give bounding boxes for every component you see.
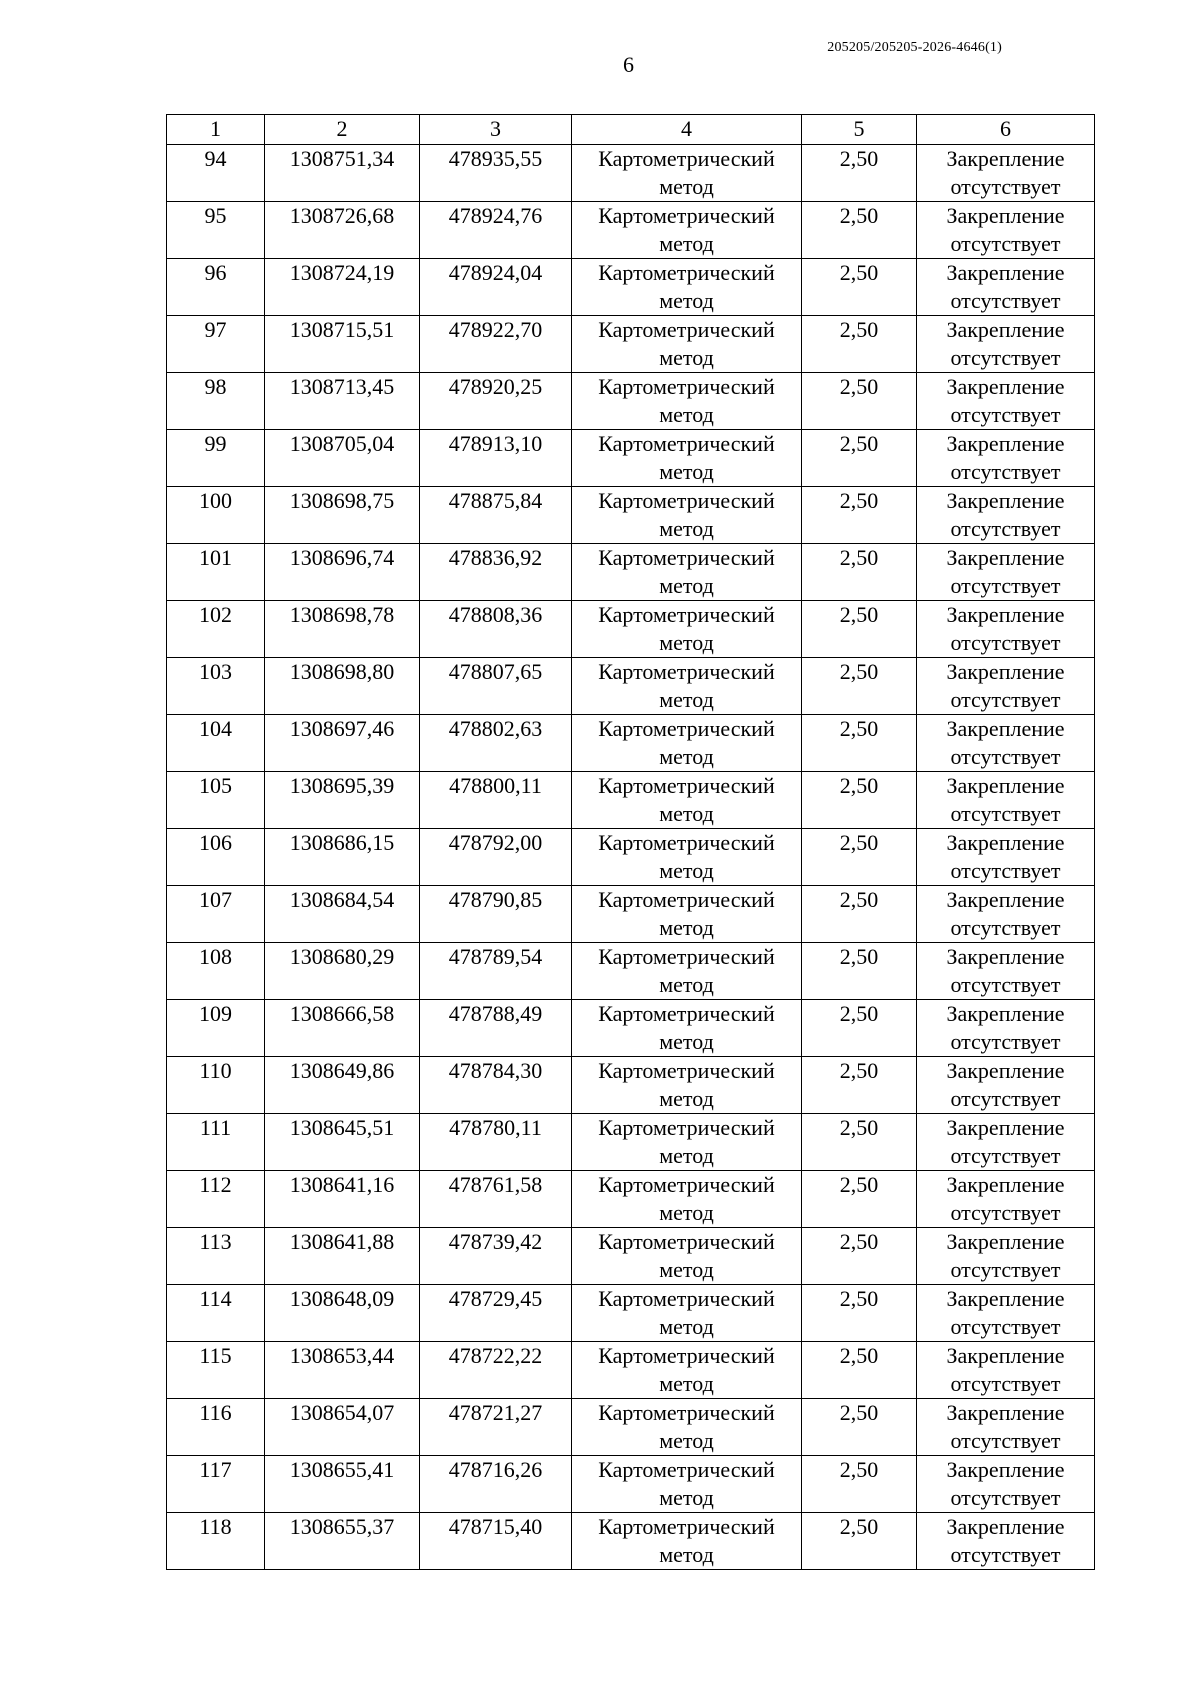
cell-accuracy: 2,50 [802,886,917,943]
table-row [167,259,1095,316]
cell-y: 478807,65 [420,658,572,715]
cell-point-number: 105 [167,772,265,829]
fixation-line-2: отсутствует [950,972,1061,997]
cell-y: 478808,36 [420,601,572,658]
fixation-line-2: отсутствует [950,288,1061,313]
fixation-line-2: отсутствует [950,174,1061,199]
fixation-line-2: отсутствует [950,1428,1061,1453]
cell-point-number: 96 [167,259,265,316]
fixation-line-1: Закрепление [946,317,1065,342]
cell-fixation [917,1057,1095,1114]
method-line-1: Картометрический [598,1001,775,1026]
cell-accuracy: 2,50 [802,145,917,202]
cell-y: 478788,49 [420,1000,572,1057]
cell-accuracy: 2,50 [802,1342,917,1399]
cell-point-number: 114 [167,1285,265,1342]
cell-point-number: 115 [167,1342,265,1399]
cell-x: 1308641,88 [265,1228,420,1285]
method-line-1: Картометрический [598,944,775,969]
method-line-1: Картометрический [598,374,775,399]
fixation-line-1: Закрепление [946,1229,1065,1254]
cell-fixation [917,1000,1095,1057]
cell-x: 1308697,46 [265,715,420,772]
cell-method [572,772,802,829]
method-line-1: Картометрический [598,1514,775,1539]
table-row [167,373,1095,430]
method-line-2: метод [659,972,714,997]
fixation-line-2: отсутствует [950,1485,1061,1510]
fixation-line-2: отсутствует [950,516,1061,541]
method-line-2: метод [659,687,714,712]
cell-y: 478935,55 [420,145,572,202]
table-row [167,430,1095,487]
table-row [167,829,1095,886]
fixation-line-2: отсутствует [950,1257,1061,1282]
cell-point-number: 94 [167,145,265,202]
cell-y: 478924,04 [420,259,572,316]
cell-fixation [917,202,1095,259]
fixation-line-1: Закрепление [946,1001,1065,1026]
cell-x: 1308724,19 [265,259,420,316]
cell-method [572,487,802,544]
cell-point-number: 118 [167,1513,265,1570]
table-row [167,886,1095,943]
method-line-1: Картометрический [598,146,775,171]
table-row [167,145,1095,202]
method-line-1: Картометрический [598,773,775,798]
method-line-1: Картометрический [598,431,775,456]
header-row [167,115,1095,145]
cell-x: 1308751,34 [265,145,420,202]
cell-point-number: 104 [167,715,265,772]
fixation-line-1: Закрепление [946,545,1065,570]
method-line-2: метод [659,1200,714,1225]
cell-fixation [917,1399,1095,1456]
cell-accuracy: 2,50 [802,430,917,487]
cell-fixation [917,1228,1095,1285]
cell-point-number: 107 [167,886,265,943]
method-line-2: метод [659,288,714,313]
cell-x: 1308649,86 [265,1057,420,1114]
cell-accuracy: 2,50 [802,1456,917,1513]
cell-x: 1308698,75 [265,487,420,544]
cell-fixation [917,886,1095,943]
cell-accuracy: 2,50 [802,715,917,772]
cell-fixation [917,1513,1095,1570]
cell-x: 1308686,15 [265,829,420,886]
cell-accuracy: 2,50 [802,658,917,715]
fixation-line-1: Закрепление [946,1343,1065,1368]
method-line-2: метод [659,1086,714,1111]
method-line-1: Картометрический [598,1229,775,1254]
table-row [167,1456,1095,1513]
cell-method [572,544,802,601]
cell-method [572,829,802,886]
cell-point-number: 100 [167,487,265,544]
cell-method [572,601,802,658]
cell-method [572,1000,802,1057]
cell-method [572,1285,802,1342]
fixation-line-2: отсутствует [950,915,1061,940]
cell-point-number: 98 [167,373,265,430]
method-line-1: Картометрический [598,887,775,912]
cell-accuracy: 2,50 [802,943,917,1000]
cell-point-number: 103 [167,658,265,715]
cell-y: 478922,70 [420,316,572,373]
table-row [167,601,1095,658]
table-row [167,1342,1095,1399]
fixation-line-1: Закрепление [946,1400,1065,1425]
method-line-1: Картометрический [598,1400,775,1425]
cell-y: 478784,30 [420,1057,572,1114]
method-line-2: метод [659,1029,714,1054]
cell-method [572,658,802,715]
coordinates-table [166,114,1095,1570]
method-line-1: Картометрический [598,602,775,627]
fixation-line-2: отсутствует [950,801,1061,826]
cell-method [572,316,802,373]
cell-accuracy: 2,50 [802,1513,917,1570]
cell-point-number: 99 [167,430,265,487]
table-row [167,1513,1095,1570]
cell-x: 1308715,51 [265,316,420,373]
table-row [167,1399,1095,1456]
cell-fixation [917,1171,1095,1228]
fixation-line-2: отсутствует [950,687,1061,712]
table-row [167,1228,1095,1285]
method-line-1: Картометрический [598,317,775,342]
method-line-2: метод [659,231,714,256]
cell-accuracy: 2,50 [802,544,917,601]
fixation-line-1: Закрепление [946,1172,1065,1197]
cell-point-number: 106 [167,829,265,886]
table-row [167,715,1095,772]
table-row [167,202,1095,259]
fixation-line-1: Закрепление [946,944,1065,969]
fixation-line-1: Закрепление [946,203,1065,228]
cell-fixation [917,487,1095,544]
cell-x: 1308726,68 [265,202,420,259]
cell-accuracy: 2,50 [802,772,917,829]
table-row [167,943,1095,1000]
cell-fixation [917,1456,1095,1513]
cell-y: 478913,10 [420,430,572,487]
cell-fixation [917,601,1095,658]
fixation-line-2: отсутствует [950,231,1061,256]
fixation-line-2: отсутствует [950,573,1061,598]
cell-method [572,715,802,772]
cell-x: 1308680,29 [265,943,420,1000]
column-header: 4 [572,115,802,145]
method-line-2: метод [659,402,714,427]
cell-y: 478722,22 [420,1342,572,1399]
method-line-2: метод [659,573,714,598]
cell-x: 1308713,45 [265,373,420,430]
fixation-line-1: Закрепление [946,146,1065,171]
cell-fixation [917,1342,1095,1399]
fixation-line-2: отсутствует [950,1086,1061,1111]
table-row [167,316,1095,373]
cell-x: 1308684,54 [265,886,420,943]
cell-fixation [917,1285,1095,1342]
cell-x: 1308648,09 [265,1285,420,1342]
cell-y: 478721,27 [420,1399,572,1456]
cell-fixation [917,430,1095,487]
method-line-1: Картометрический [598,203,775,228]
cell-accuracy: 2,50 [802,1171,917,1228]
fixation-line-2: отсутствует [950,858,1061,883]
document-id: 205205/205205-2026-4646(1) [827,40,1002,55]
cell-y: 478802,63 [420,715,572,772]
cell-accuracy: 2,50 [802,1114,917,1171]
fixation-line-1: Закрепление [946,431,1065,456]
cell-point-number: 112 [167,1171,265,1228]
cell-fixation [917,316,1095,373]
cell-method [572,1114,802,1171]
method-line-1: Картометрический [598,488,775,513]
fixation-line-2: отсутствует [950,1314,1061,1339]
cell-accuracy: 2,50 [802,487,917,544]
cell-fixation [917,715,1095,772]
cell-x: 1308654,07 [265,1399,420,1456]
cell-method [572,373,802,430]
cell-method [572,1513,802,1570]
cell-y: 478780,11 [420,1114,572,1171]
cell-method [572,886,802,943]
fixation-line-2: отсутствует [950,459,1061,484]
cell-method [572,943,802,1000]
table-row [167,1057,1095,1114]
cell-y: 478920,25 [420,373,572,430]
fixation-line-1: Закрепление [946,659,1065,684]
cell-point-number: 109 [167,1000,265,1057]
method-line-2: метод [659,1428,714,1453]
method-line-2: метод [659,1257,714,1282]
cell-point-number: 102 [167,601,265,658]
fixation-line-2: отсутствует [950,630,1061,655]
column-header: 3 [420,115,572,145]
cell-x: 1308698,78 [265,601,420,658]
cell-method [572,202,802,259]
cell-method [572,145,802,202]
cell-fixation [917,658,1095,715]
method-line-2: метод [659,345,714,370]
cell-y: 478761,58 [420,1171,572,1228]
method-line-2: метод [659,1143,714,1168]
cell-accuracy: 2,50 [802,829,917,886]
cell-fixation [917,829,1095,886]
cell-x: 1308653,44 [265,1342,420,1399]
cell-accuracy: 2,50 [802,1399,917,1456]
cell-method [572,1228,802,1285]
cell-y: 478792,00 [420,829,572,886]
cell-fixation [917,1114,1095,1171]
method-line-1: Картометрический [598,659,775,684]
cell-y: 478729,45 [420,1285,572,1342]
fixation-line-2: отсутствует [950,402,1061,427]
fixation-line-1: Закрепление [946,887,1065,912]
cell-point-number: 111 [167,1114,265,1171]
fixation-line-1: Закрепление [946,374,1065,399]
cell-x: 1308655,37 [265,1513,420,1570]
cell-x: 1308641,16 [265,1171,420,1228]
fixation-line-1: Закрепление [946,1457,1065,1482]
cell-y: 478789,54 [420,943,572,1000]
fixation-line-1: Закрепление [946,1058,1065,1083]
fixation-line-1: Закрепление [946,1286,1065,1311]
cell-x: 1308695,39 [265,772,420,829]
cell-point-number: 95 [167,202,265,259]
cell-x: 1308696,74 [265,544,420,601]
cell-x: 1308705,04 [265,430,420,487]
table-row [167,772,1095,829]
method-line-2: метод [659,1485,714,1510]
cell-accuracy: 2,50 [802,1000,917,1057]
cell-y: 478739,42 [420,1228,572,1285]
fixation-line-1: Закрепление [946,602,1065,627]
cell-point-number: 110 [167,1057,265,1114]
method-line-2: метод [659,915,714,940]
fixation-line-2: отсутствует [950,1371,1061,1396]
cell-method [572,1171,802,1228]
fixation-line-1: Закрепление [946,260,1065,285]
method-line-1: Картометрический [598,1058,775,1083]
cell-method [572,259,802,316]
cell-fixation [917,772,1095,829]
fixation-line-1: Закрепление [946,488,1065,513]
method-line-2: метод [659,1314,714,1339]
cell-accuracy: 2,50 [802,259,917,316]
method-line-2: метод [659,1542,714,1567]
cell-y: 478716,26 [420,1456,572,1513]
method-line-2: метод [659,516,714,541]
table-row [167,658,1095,715]
cell-accuracy: 2,50 [802,202,917,259]
method-line-1: Картометрический [598,260,775,285]
column-header: 6 [917,115,1095,145]
cell-point-number: 108 [167,943,265,1000]
cell-accuracy: 2,50 [802,316,917,373]
method-line-1: Картометрический [598,716,775,741]
fixation-line-2: отсутствует [950,744,1061,769]
cell-accuracy: 2,50 [802,373,917,430]
cell-method [572,1342,802,1399]
cell-method [572,1456,802,1513]
table-header [167,115,1095,145]
cell-accuracy: 2,50 [802,601,917,658]
cell-y: 478875,84 [420,487,572,544]
cell-x: 1308655,41 [265,1456,420,1513]
cell-point-number: 101 [167,544,265,601]
cell-point-number: 116 [167,1399,265,1456]
method-line-2: метод [659,1371,714,1396]
cell-point-number: 117 [167,1456,265,1513]
method-line-1: Картометрический [598,1286,775,1311]
method-line-2: метод [659,174,714,199]
cell-point-number: 97 [167,316,265,373]
method-line-1: Картометрический [598,545,775,570]
cell-accuracy: 2,50 [802,1057,917,1114]
column-header: 1 [167,115,265,145]
cell-y: 478836,92 [420,544,572,601]
table-body [167,145,1095,1570]
table-row [167,1171,1095,1228]
page-number: 6 [623,52,634,77]
fixation-line-2: отсутствует [950,1029,1061,1054]
cell-y: 478715,40 [420,1513,572,1570]
method-line-1: Картометрический [598,830,775,855]
cell-x: 1308698,80 [265,658,420,715]
fixation-line-2: отсутствует [950,1143,1061,1168]
cell-method [572,430,802,487]
cell-fixation [917,145,1095,202]
cell-x: 1308666,58 [265,1000,420,1057]
cell-y: 478790,85 [420,886,572,943]
fixation-line-1: Закрепление [946,1514,1065,1539]
fixation-line-1: Закрепление [946,716,1065,741]
column-header: 2 [265,115,420,145]
cell-point-number: 113 [167,1228,265,1285]
fixation-line-1: Закрепление [946,773,1065,798]
cell-x: 1308645,51 [265,1114,420,1171]
table-row [167,1114,1095,1171]
cell-fixation [917,943,1095,1000]
table-row [167,544,1095,601]
cell-fixation [917,544,1095,601]
table-row [167,1000,1095,1057]
cell-method [572,1399,802,1456]
column-header: 5 [802,115,917,145]
cell-y: 478800,11 [420,772,572,829]
cell-method [572,1057,802,1114]
cell-fixation [917,373,1095,430]
cell-y: 478924,76 [420,202,572,259]
method-line-2: метод [659,744,714,769]
method-line-2: метод [659,858,714,883]
method-line-1: Картометрический [598,1343,775,1368]
method-line-1: Картометрический [598,1457,775,1482]
cell-accuracy: 2,50 [802,1285,917,1342]
method-line-2: метод [659,801,714,826]
method-line-1: Картометрический [598,1172,775,1197]
cell-fixation [917,259,1095,316]
fixation-line-2: отсутствует [950,345,1061,370]
table-row [167,487,1095,544]
method-line-1: Картометрический [598,1115,775,1140]
method-line-2: метод [659,630,714,655]
table-row [167,1285,1095,1342]
method-line-2: метод [659,459,714,484]
fixation-line-2: отсутствует [950,1542,1061,1567]
fixation-line-1: Закрепление [946,1115,1065,1140]
fixation-line-1: Закрепление [946,830,1065,855]
cell-accuracy: 2,50 [802,1228,917,1285]
fixation-line-2: отсутствует [950,1200,1061,1225]
